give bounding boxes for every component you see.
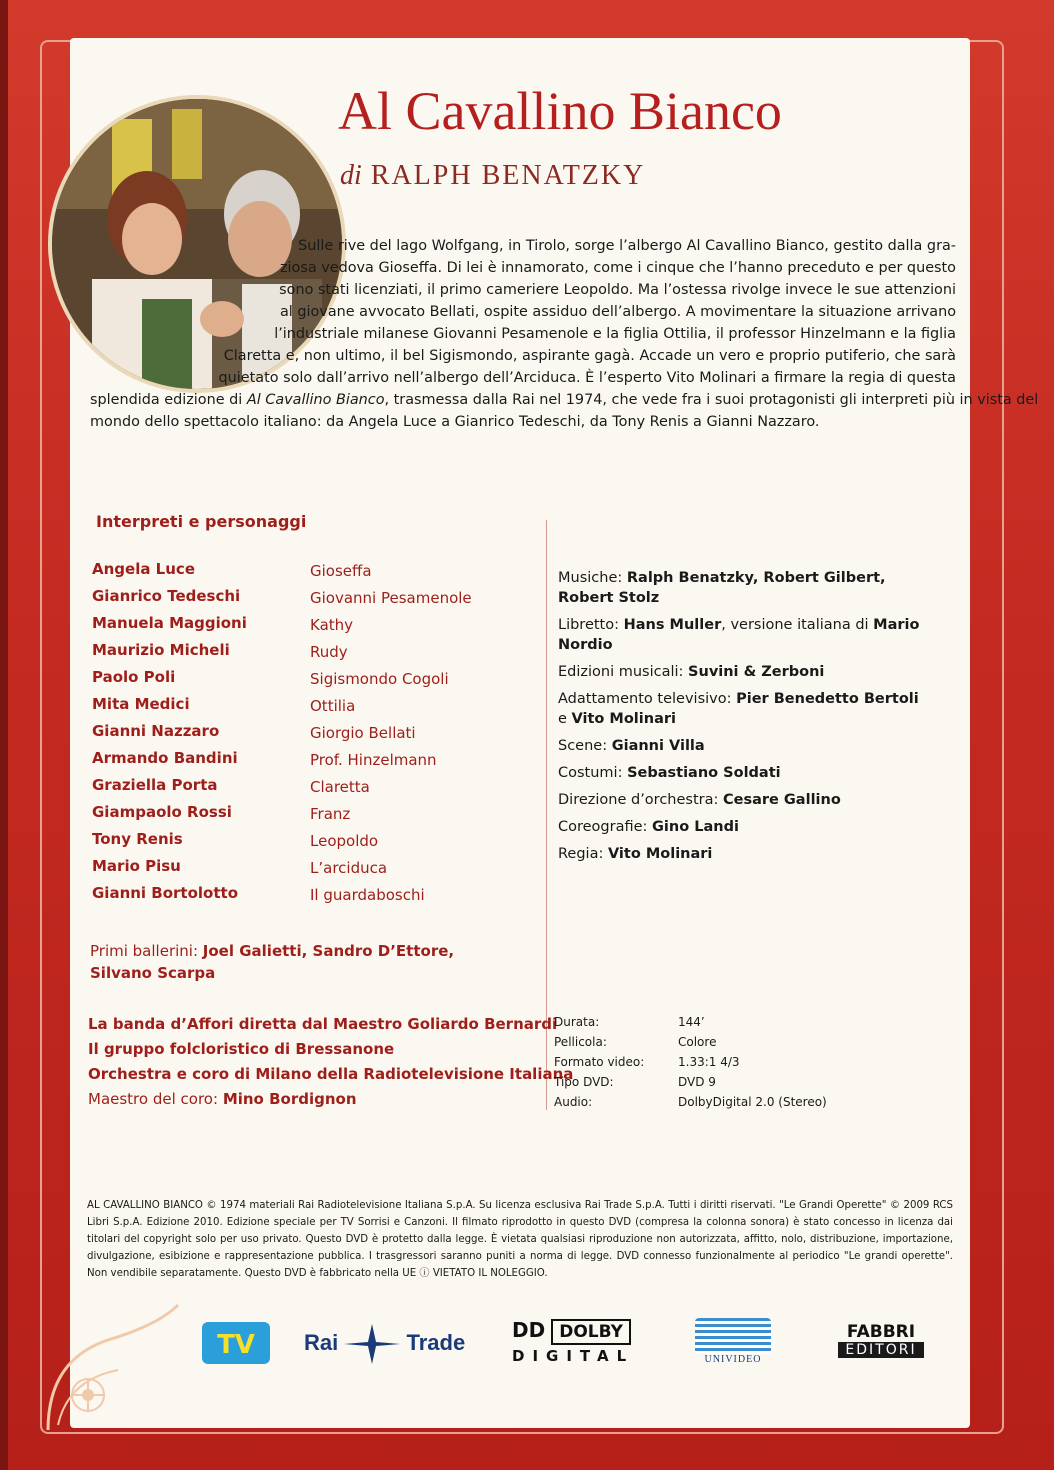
credit-value: Pier Benedetto Bertoli: [736, 691, 919, 707]
rai-text: Rai: [304, 1329, 339, 1355]
composer-name: RALPH BENATZKY: [370, 160, 646, 191]
credits-list: [558, 568, 978, 871]
character-name: Franz: [310, 805, 351, 823]
actor-name: Mario Pisu: [92, 857, 181, 875]
character-name: Kathy: [310, 616, 354, 634]
credit-costumi: [558, 763, 978, 783]
credit-value: Robert Stolz: [558, 590, 660, 606]
synopsis-line: Claretta e, non ultimo, il bel Sigismondo, aspirante gagà. Accade un vero e proprio putiferio, che sarà: [223, 348, 956, 364]
actor-name: Manuela Maggioni: [92, 614, 247, 632]
ensemble-line: La banda d’Affori diretta dal Maestro Goliardo Bernardi: [88, 1015, 558, 1033]
credit-label: Libretto:: [558, 617, 620, 633]
cast-row: [90, 560, 530, 587]
credit-text: e: [558, 711, 567, 727]
actor-name: Armando Bandini: [92, 749, 238, 767]
logo-strip: [190, 1318, 950, 1378]
credit-label: Regia:: [558, 846, 604, 862]
cast-row: [90, 668, 530, 695]
credit-value: Mario Nordio: [558, 617, 920, 653]
spec-label: Tipo DVD:: [554, 1075, 614, 1089]
credit-label: Costumi:: [558, 765, 623, 781]
character-name: Leopoldo: [310, 832, 379, 850]
spec-row: [554, 1035, 874, 1055]
actor-name: Graziella Porta: [92, 776, 218, 794]
cast-list: [90, 560, 530, 911]
credit-label: Adattamento televisivo:: [558, 691, 732, 707]
actor-name: Tony Renis: [92, 830, 183, 848]
credit-value: Cesare Gallino: [722, 792, 841, 808]
credit-value: Ralph Benatzky, Robert Gilbert,: [626, 570, 886, 586]
tv-logo-text: TV: [217, 1330, 255, 1360]
synopsis: [90, 235, 1039, 433]
credit-value: Gino Landi: [652, 819, 739, 835]
tv-sorrisi-logo: [202, 1322, 270, 1364]
credit-label: Edizioni musicali:: [558, 664, 684, 680]
rai-trade-logo: [304, 1324, 465, 1364]
spec-label: Formato video:: [554, 1055, 645, 1069]
character-name: Claretta: [310, 778, 370, 796]
cast-heading: Interpreti e personaggi: [96, 512, 307, 531]
composer-subtitle: [340, 160, 645, 192]
cast-row: [90, 803, 530, 830]
choir-master-label: Maestro del coro:: [88, 1090, 219, 1108]
synopsis-line: sono stati licenziati, il primo cameriere Leopoldo. Ma l’ostessa rivolge invece le sue attenzioni: [279, 282, 956, 298]
synopsis-line: mondo dello spettacolo italiano: da Angela Luce a Gianrico Tedeschi, da Tony Renis a Gianni Nazzaro.: [90, 414, 820, 430]
actor-name: Mita Medici: [92, 695, 190, 713]
dolby-digital-logo: [512, 1318, 634, 1365]
spec-value: DolbyDigital 2.0 (Stereo): [678, 1095, 827, 1109]
character-name: Giovanni Pesamenole: [310, 589, 472, 607]
dancers-names: Joel Galietti, Sandro D’Ettore,: [202, 942, 455, 960]
synopsis-line: al giovane avvocato Bellati, ospite assiduo dell’albergo. A movimentare la situazione arrivano: [279, 304, 956, 320]
ensemble-line: Orchestra e coro di Milano della Radiotelevisione Italiana: [88, 1065, 574, 1083]
character-name: L’arciduca: [310, 859, 388, 877]
credit-coreografie: [558, 817, 978, 837]
credit-edizioni: [558, 662, 978, 682]
spec-value: DVD 9: [678, 1075, 716, 1089]
dancers-credit: [90, 940, 454, 984]
credit-text: , versione italiana di: [721, 617, 869, 633]
technical-specs: [554, 1015, 874, 1115]
dolby-dd-icon: DD: [512, 1318, 546, 1342]
synopsis-text: , trasmessa dalla Rai nel 1974, che vede fra i suoi protagonisti gli interpreti più in vista del: [384, 392, 1039, 408]
actor-name: Maurizio Micheli: [92, 641, 230, 659]
cast-row: [90, 749, 530, 776]
dancers-label: Primi ballerini:: [90, 942, 199, 960]
character-name: Gioseffa: [310, 562, 372, 580]
ornament-flourish: [38, 1300, 188, 1440]
univideo-waves-icon: [695, 1318, 771, 1354]
credit-value: Vito Molinari: [571, 711, 676, 727]
cast-row: [90, 722, 530, 749]
credit-scene: [558, 736, 978, 756]
spec-label: Audio:: [554, 1095, 593, 1109]
credit-label: Coreografie:: [558, 819, 648, 835]
credit-label: Direzione d’orchestra:: [558, 792, 719, 808]
univideo-logo: [695, 1318, 771, 1368]
character-name: Sigismondo Cogoli: [310, 670, 449, 688]
digital-text: DIGITAL: [512, 1347, 635, 1365]
cast-row: [90, 695, 530, 722]
fabbri-text: FABBRI: [846, 1322, 916, 1342]
trade-text: Trade: [406, 1329, 466, 1355]
character-name: Rudy: [310, 643, 348, 661]
actor-name: Gianni Nazzaro: [92, 722, 220, 740]
fabbri-editori-logo: [838, 1322, 924, 1358]
credit-value: Hans Muller: [623, 617, 722, 633]
cast-row: [90, 587, 530, 614]
credit-direzione: [558, 790, 978, 810]
cast-row: [90, 614, 530, 641]
spec-value: 1.33:1 4/3: [678, 1055, 740, 1069]
cast-row: [90, 776, 530, 803]
cast-row: [90, 884, 530, 911]
actor-name: Giampaolo Rossi: [92, 803, 232, 821]
actor-name: Angela Luce: [92, 560, 195, 578]
character-name: Giorgio Bellati: [310, 724, 416, 742]
character-name: Il guardaboschi: [310, 886, 425, 904]
spec-row: [554, 1015, 874, 1035]
credit-value: Gianni Villa: [611, 738, 705, 754]
choir-master: [88, 1087, 573, 1112]
spec-value: 144’: [678, 1015, 705, 1029]
dolby-text: DOLBY: [551, 1319, 631, 1345]
credit-label: Musiche:: [558, 570, 623, 586]
synopsis-text: splendida edizione di: [90, 392, 247, 408]
choir-master-name: Mino Bordignon: [222, 1090, 357, 1108]
actor-name: Gianni Bortolotto: [92, 884, 239, 902]
synopsis-line: Sulle rive del lago Wolfgang, in Tirolo, sorge l’albergo Al Cavallino Bianco, gestito dalla gra-: [298, 238, 956, 254]
credit-libretto: [558, 615, 978, 655]
character-name: Ottilia: [310, 697, 356, 715]
cover-spine-edge: [0, 0, 8, 1470]
synopsis-line: l’industriale milanese Giovanni Pesamenole e la figlia Ottilia, il professor Hinzelmann e la figlia: [274, 326, 956, 342]
spec-label: Pellicola:: [554, 1035, 607, 1049]
actor-name: Gianrico Tedeschi: [92, 587, 241, 605]
rai-trade-mark-icon: [344, 1324, 400, 1364]
credit-regia: [558, 844, 978, 864]
spec-row: [554, 1055, 874, 1075]
synopsis-italic-title: Al Cavallino Bianco: [246, 392, 385, 408]
synopsis-line: quietato solo dall’arrivo nell’albergo dell’Arciduca. È l’esperto Vito Molinari a firmare la regia di questa: [218, 370, 956, 386]
synopsis-line: [90, 389, 1039, 411]
spec-row: [554, 1075, 874, 1095]
cast-row: [90, 641, 530, 668]
spec-label: Durata:: [554, 1015, 600, 1029]
dancers-names: Silvano Scarpa: [90, 964, 216, 982]
character-name: Prof. Hinzelmann: [310, 751, 437, 769]
credit-musiche: [558, 568, 978, 608]
spec-row: [554, 1095, 874, 1115]
ensemble-line: Il gruppo folcloristico di Bressanone: [88, 1040, 395, 1058]
page-title: Al Cavallino Bianco: [338, 81, 782, 141]
synopsis-line: ziosa vedova Gioseffa. Di lei è innamorato, come i cinque che l’hanno preceduto e per questo: [279, 260, 956, 276]
credit-adattamento: [558, 689, 978, 729]
cast-row: [90, 830, 530, 857]
credit-label: Scene:: [558, 738, 608, 754]
subtitle-prefix: di: [340, 160, 362, 191]
credit-value: Suvini & Zerboni: [688, 664, 825, 680]
cast-row: [90, 857, 530, 884]
univideo-text: UNIVIDEO: [704, 1354, 762, 1365]
actor-name: Paolo Poli: [92, 668, 176, 686]
credit-value: Sebastiano Soldati: [627, 765, 781, 781]
legal-notice: AL CAVALLINO BIANCO © 1974 materiali Rai Radiotelevisione Italiana S.p.A. Su licenza esclusiva Rai Trade S.p.A. Tutti i diritti riservati. "Le Grandi Operette" © 2009 RCS Libri S.p.A. Edizione 2010. Edizione speciale per TV Sorrisi e Canzoni. Il filmato riprodotto in questo DVD (compresa la colonna sonora) è stato concesso in licenza dai titolari del copyright solo per uso privato. Questo DVD è protetto dalla legge. È vietata qualsiasi riproduzione non autorizzata, affitto, nolo, distribuzione, importazione, divulgazione, esibizione e rappresentazione pubblica. I trasgressori saranno puniti a norma di legge. DVD connesso funzionalmente al periodico "Le grandi operette". Non vendibile separatamente. Questo DVD è fabbricato nella UE ⓘ VIETATO IL NOLEGGIO.: [87, 1200, 953, 1279]
credit-value: Vito Molinari: [607, 846, 713, 862]
editori-text: EDITORI: [838, 1342, 924, 1358]
spec-value: Colore: [678, 1035, 717, 1049]
ensemble-credits: [88, 1012, 573, 1112]
